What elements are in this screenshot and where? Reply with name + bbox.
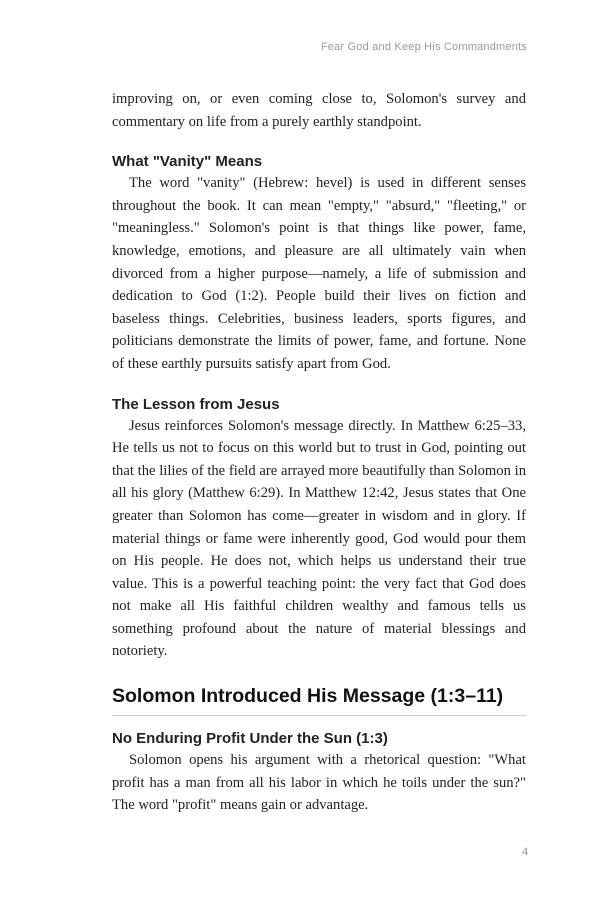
jesus-paragraph: Jesus reinforces Solomon's message directly. In Matthew 6:25–33, He tells us not to focus on this world but to trust in God, pointing out that the lilies of the field are arrayed more beautifully than Solomon in all his glory (Matthew 6:29). In Matthew 12:42, Jesus states that One greater than Solomon has come—greater in wisdom and in glory. If material things or fame were inherently good, God would pour them on His people. He does not, which helps us understand their true value. This is a powerful teaching point: the very fact that God does not make all His faithful children wealthy and famous tells us something profound about the nature of material blessings and notoriety.	[112, 417, 526, 660]
subsection-heading-profit: No Enduring Profit Under the Sun (1:3)	[112, 730, 388, 748]
chapter-section-heading: Solomon Introduced His Message (1:3–11)	[112, 685, 526, 716]
section-heading-jesus: The Lesson from Jesus	[112, 395, 280, 413]
profit-paragraph: Solomon opens his argument with a rhetorical question: "What profit has a man from all his labor in which he toils under the sun?" The word "profit" means gain or advantage.	[112, 752, 526, 814]
intro-paragraph: improving on, or even coming close to, Solomon's survey and commentary on life from a purely earthly standpoint.	[112, 91, 526, 130]
section-heading-vanity: What "Vanity" Means	[112, 153, 263, 171]
page-number: 4	[522, 844, 528, 858]
vanity-paragraph: The word "vanity" (Hebrew: hevel) is used in different senses throughout the book. It can mean "empty," "absurd," "fleeting," or "meaningless." Solomon's point is that things like power, fame, knowledge, emotions, and pleasure are all ultimately vain when divorced from a higher purpose—namely, a life of submission and dedication to God (1:2). People build their lives on fiction and baseless things. Celebrities, business leaders, sports figures, and politicians demonstrate the limits of power, fame, and fortune. None of these earthly pursuits satisfy apart from God.	[112, 175, 526, 372]
page-content	[112, 88, 526, 817]
running-header: Fear God and Keep His Commandments	[320, 41, 527, 53]
